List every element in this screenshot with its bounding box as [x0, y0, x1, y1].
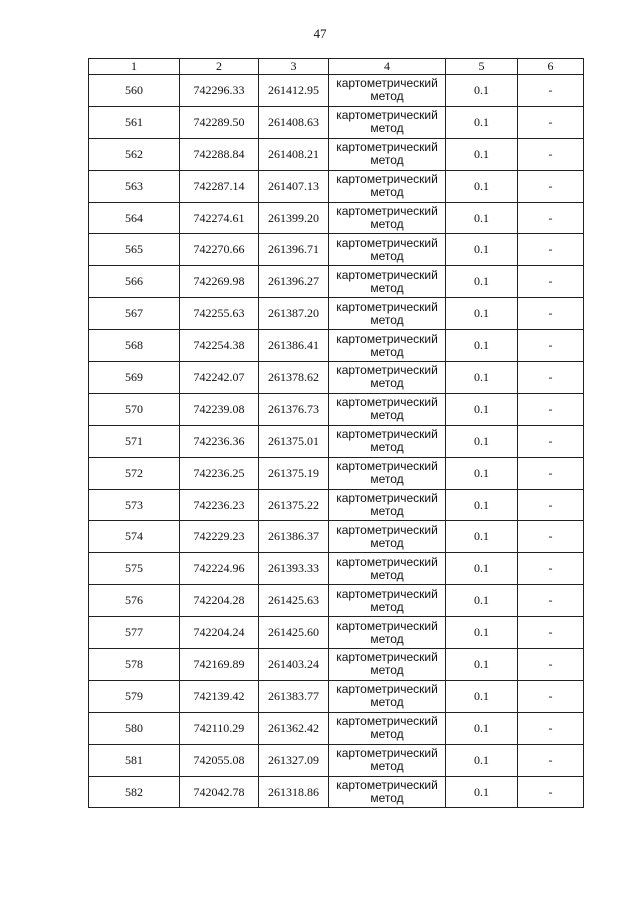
point-number-cell: 582 [89, 776, 180, 808]
table-row [89, 266, 584, 298]
accuracy-cell: 0.1 [446, 330, 518, 362]
point-number-cell: 561 [89, 106, 180, 138]
method-cell [329, 266, 446, 298]
accuracy-cell: 0.1 [446, 457, 518, 489]
coordinate-x-cell: 742169.89 [180, 649, 259, 681]
description-cell: - [518, 489, 584, 521]
coordinate-y-cell: 261386.41 [259, 330, 329, 362]
coordinate-y-cell: 261396.27 [259, 266, 329, 298]
coordinate-x-cell: 742110.29 [180, 712, 259, 744]
table-row [89, 744, 584, 776]
point-number-cell: 560 [89, 75, 180, 107]
table-row [89, 202, 584, 234]
coordinate-y-cell: 261396.71 [259, 234, 329, 266]
table-row [89, 617, 584, 649]
description-cell: - [518, 298, 584, 330]
coordinate-x-cell: 742204.28 [180, 585, 259, 617]
coordinate-x-cell: 742274.61 [180, 202, 259, 234]
method-line-2: метод [370, 185, 404, 200]
method-line-2: метод [370, 727, 404, 742]
coordinate-x-cell: 742287.14 [180, 170, 259, 202]
method-line-2: метод [370, 791, 404, 806]
coordinate-x-cell: 742042.78 [180, 776, 259, 808]
method-line-1: картометрический [336, 746, 438, 761]
method-cell [329, 649, 446, 681]
accuracy-cell: 0.1 [446, 202, 518, 234]
method-line-1: картометрический [336, 267, 438, 282]
table-row [89, 362, 584, 394]
method-line-1: картометрический [336, 522, 438, 537]
accuracy-cell: 0.1 [446, 649, 518, 681]
method-cell [329, 617, 446, 649]
description-cell: - [518, 138, 584, 170]
method-cell [329, 521, 446, 553]
table-row [89, 138, 584, 170]
coordinate-y-cell: 261408.21 [259, 138, 329, 170]
accuracy-cell: 0.1 [446, 266, 518, 298]
column-header-3: 3 [259, 59, 329, 75]
description-cell: - [518, 425, 584, 457]
point-number-cell: 578 [89, 649, 180, 681]
table-body [89, 75, 584, 808]
accuracy-cell: 0.1 [446, 138, 518, 170]
method-line-1: картометрический [336, 299, 438, 314]
description-cell: - [518, 362, 584, 394]
method-line-2: метод [370, 440, 404, 455]
method-cell [329, 712, 446, 744]
page-number: 47 [313, 26, 327, 41]
point-number-cell: 579 [89, 680, 180, 712]
table-row [89, 393, 584, 425]
description-cell: - [518, 553, 584, 585]
description-cell: - [518, 202, 584, 234]
accuracy-cell: 0.1 [446, 585, 518, 617]
coordinates-table [88, 58, 584, 808]
method-cell [329, 680, 446, 712]
point-number-cell: 573 [89, 489, 180, 521]
method-line-1: картометрический [336, 140, 438, 155]
accuracy-cell: 0.1 [446, 393, 518, 425]
method-line-2: метод [370, 663, 404, 678]
method-cell [329, 138, 446, 170]
accuracy-cell: 0.1 [446, 680, 518, 712]
coordinate-y-cell: 261403.24 [259, 649, 329, 681]
method-line-2: метод [370, 312, 404, 327]
accuracy-cell: 0.1 [446, 521, 518, 553]
method-line-2: метод [370, 504, 404, 519]
accuracy-cell: 0.1 [446, 170, 518, 202]
coordinate-x-cell: 742055.08 [180, 744, 259, 776]
point-number-cell: 572 [89, 457, 180, 489]
method-cell [329, 744, 446, 776]
coordinate-x-cell: 742236.36 [180, 425, 259, 457]
method-line-2: метод [370, 759, 404, 774]
method-line-1: картометрический [336, 714, 438, 729]
method-line-1: картометрический [336, 778, 438, 793]
coordinate-x-cell: 742239.08 [180, 393, 259, 425]
method-line-1: картометрический [336, 650, 438, 665]
coordinate-y-cell: 261383.77 [259, 680, 329, 712]
table-row [89, 170, 584, 202]
method-line-1: картометрический [336, 363, 438, 378]
table-row [89, 712, 584, 744]
method-cell [329, 234, 446, 266]
table-header-row [89, 59, 584, 75]
point-number-cell: 570 [89, 393, 180, 425]
point-number-cell: 580 [89, 712, 180, 744]
description-cell: - [518, 75, 584, 107]
description-cell: - [518, 744, 584, 776]
description-cell: - [518, 106, 584, 138]
coordinate-x-cell: 742269.98 [180, 266, 259, 298]
method-line-1: картометрический [336, 491, 438, 506]
point-number-cell: 575 [89, 553, 180, 585]
coordinate-y-cell: 261408.63 [259, 106, 329, 138]
coordinate-x-cell: 742270.66 [180, 234, 259, 266]
method-line-2: метод [370, 376, 404, 391]
method-line-2: метод [370, 535, 404, 550]
accuracy-cell: 0.1 [446, 425, 518, 457]
description-cell: - [518, 649, 584, 681]
description-cell: - [518, 617, 584, 649]
method-line-1: картометрический [336, 395, 438, 410]
accuracy-cell: 0.1 [446, 553, 518, 585]
method-line-2: метод [370, 695, 404, 710]
point-number-cell: 562 [89, 138, 180, 170]
method-cell [329, 170, 446, 202]
coordinate-y-cell: 261375.19 [259, 457, 329, 489]
method-cell [329, 106, 446, 138]
description-cell: - [518, 234, 584, 266]
point-number-cell: 577 [89, 617, 180, 649]
point-number-cell: 568 [89, 330, 180, 362]
accuracy-cell: 0.1 [446, 744, 518, 776]
method-cell [329, 776, 446, 808]
coordinate-y-cell: 261407.13 [259, 170, 329, 202]
coordinate-x-cell: 742139.42 [180, 680, 259, 712]
coordinate-y-cell: 261386.37 [259, 521, 329, 553]
coordinate-y-cell: 261425.60 [259, 617, 329, 649]
method-cell [329, 393, 446, 425]
description-cell: - [518, 170, 584, 202]
coordinate-y-cell: 261387.20 [259, 298, 329, 330]
accuracy-cell: 0.1 [446, 362, 518, 394]
point-number-cell: 569 [89, 362, 180, 394]
description-cell: - [518, 266, 584, 298]
method-line-2: метод [370, 631, 404, 646]
table-row [89, 330, 584, 362]
method-line-1: картометрический [336, 331, 438, 346]
method-cell [329, 298, 446, 330]
description-cell: - [518, 393, 584, 425]
method-line-1: картометрический [336, 618, 438, 633]
coordinate-y-cell: 261318.86 [259, 776, 329, 808]
method-line-2: метод [370, 599, 404, 614]
method-line-2: метод [370, 89, 404, 104]
coordinate-x-cell: 742229.23 [180, 521, 259, 553]
point-number-cell: 581 [89, 744, 180, 776]
method-cell [329, 330, 446, 362]
coordinate-x-cell: 742242.07 [180, 362, 259, 394]
table-row [89, 75, 584, 107]
coordinate-y-cell: 261393.33 [259, 553, 329, 585]
table-row [89, 106, 584, 138]
coordinate-x-cell: 742254.38 [180, 330, 259, 362]
point-number-cell: 574 [89, 521, 180, 553]
point-number-cell: 563 [89, 170, 180, 202]
accuracy-cell: 0.1 [446, 712, 518, 744]
method-line-1: картометрический [336, 682, 438, 697]
accuracy-cell: 0.1 [446, 75, 518, 107]
accuracy-cell: 0.1 [446, 489, 518, 521]
method-cell [329, 202, 446, 234]
method-line-2: метод [370, 121, 404, 136]
table-row [89, 585, 584, 617]
method-cell [329, 425, 446, 457]
coordinate-y-cell: 261375.22 [259, 489, 329, 521]
table-row [89, 521, 584, 553]
coordinate-y-cell: 261375.01 [259, 425, 329, 457]
method-line-1: картометрический [336, 172, 438, 187]
table-row [89, 553, 584, 585]
method-line-1: картометрический [336, 586, 438, 601]
method-line-2: метод [370, 472, 404, 487]
method-line-2: метод [370, 217, 404, 231]
method-cell [329, 585, 446, 617]
method-line-1: картометрический [336, 427, 438, 442]
table-row [89, 489, 584, 521]
method-cell [329, 457, 446, 489]
description-cell: - [518, 712, 584, 744]
coordinate-y-cell: 261376.73 [259, 393, 329, 425]
method-line-1: картометрический [336, 459, 438, 474]
point-number-cell: 567 [89, 298, 180, 330]
table-row [89, 425, 584, 457]
method-line-2: метод [370, 344, 404, 359]
method-cell [329, 362, 446, 394]
coordinate-x-cell: 742236.25 [180, 457, 259, 489]
coordinate-x-cell: 742204.24 [180, 617, 259, 649]
description-cell: - [518, 330, 584, 362]
table-row [89, 680, 584, 712]
table-row [89, 457, 584, 489]
accuracy-cell: 0.1 [446, 617, 518, 649]
column-header-4: 4 [329, 59, 446, 75]
table-row [89, 649, 584, 681]
accuracy-cell: 0.1 [446, 776, 518, 808]
description-cell: - [518, 521, 584, 553]
method-line-1: картометрический [336, 108, 438, 123]
method-line-1: картометрический [336, 554, 438, 569]
coordinate-x-cell: 742289.50 [180, 106, 259, 138]
coordinate-x-cell: 742288.84 [180, 138, 259, 170]
column-header-5: 5 [446, 59, 518, 75]
method-cell [329, 75, 446, 107]
method-line-2: метод [370, 153, 404, 168]
table-row [89, 776, 584, 808]
column-header-6: 6 [518, 59, 584, 75]
description-cell: - [518, 585, 584, 617]
method-line-2: метод [370, 567, 404, 582]
method-line-1: картометрический [336, 204, 438, 218]
table-row [89, 234, 584, 266]
description-cell: - [518, 457, 584, 489]
method-line-1: картометрический [336, 76, 438, 91]
coordinate-y-cell: 261399.20 [259, 202, 329, 234]
point-number-cell: 565 [89, 234, 180, 266]
column-header-1: 1 [89, 59, 180, 75]
coordinate-x-cell: 742236.23 [180, 489, 259, 521]
point-number-cell: 571 [89, 425, 180, 457]
coordinate-y-cell: 261378.62 [259, 362, 329, 394]
table-row [89, 298, 584, 330]
coordinate-y-cell: 261412.95 [259, 75, 329, 107]
coordinate-x-cell: 742224.96 [180, 553, 259, 585]
accuracy-cell: 0.1 [446, 234, 518, 266]
coordinate-x-cell: 742255.63 [180, 298, 259, 330]
method-cell [329, 553, 446, 585]
accuracy-cell: 0.1 [446, 298, 518, 330]
method-line-2: метод [370, 408, 404, 423]
column-header-2: 2 [180, 59, 259, 75]
coordinate-x-cell: 742296.33 [180, 75, 259, 107]
method-line-2: метод [370, 248, 404, 263]
method-line-1: картометрический [336, 235, 438, 250]
accuracy-cell: 0.1 [446, 106, 518, 138]
method-cell [329, 489, 446, 521]
point-number-cell: 576 [89, 585, 180, 617]
description-cell: - [518, 680, 584, 712]
coordinate-y-cell: 261425.63 [259, 585, 329, 617]
coordinate-y-cell: 261327.09 [259, 744, 329, 776]
point-number-cell: 566 [89, 266, 180, 298]
method-line-2: метод [370, 280, 404, 295]
coordinate-y-cell: 261362.42 [259, 712, 329, 744]
description-cell: - [518, 776, 584, 808]
point-number-cell: 564 [89, 202, 180, 234]
